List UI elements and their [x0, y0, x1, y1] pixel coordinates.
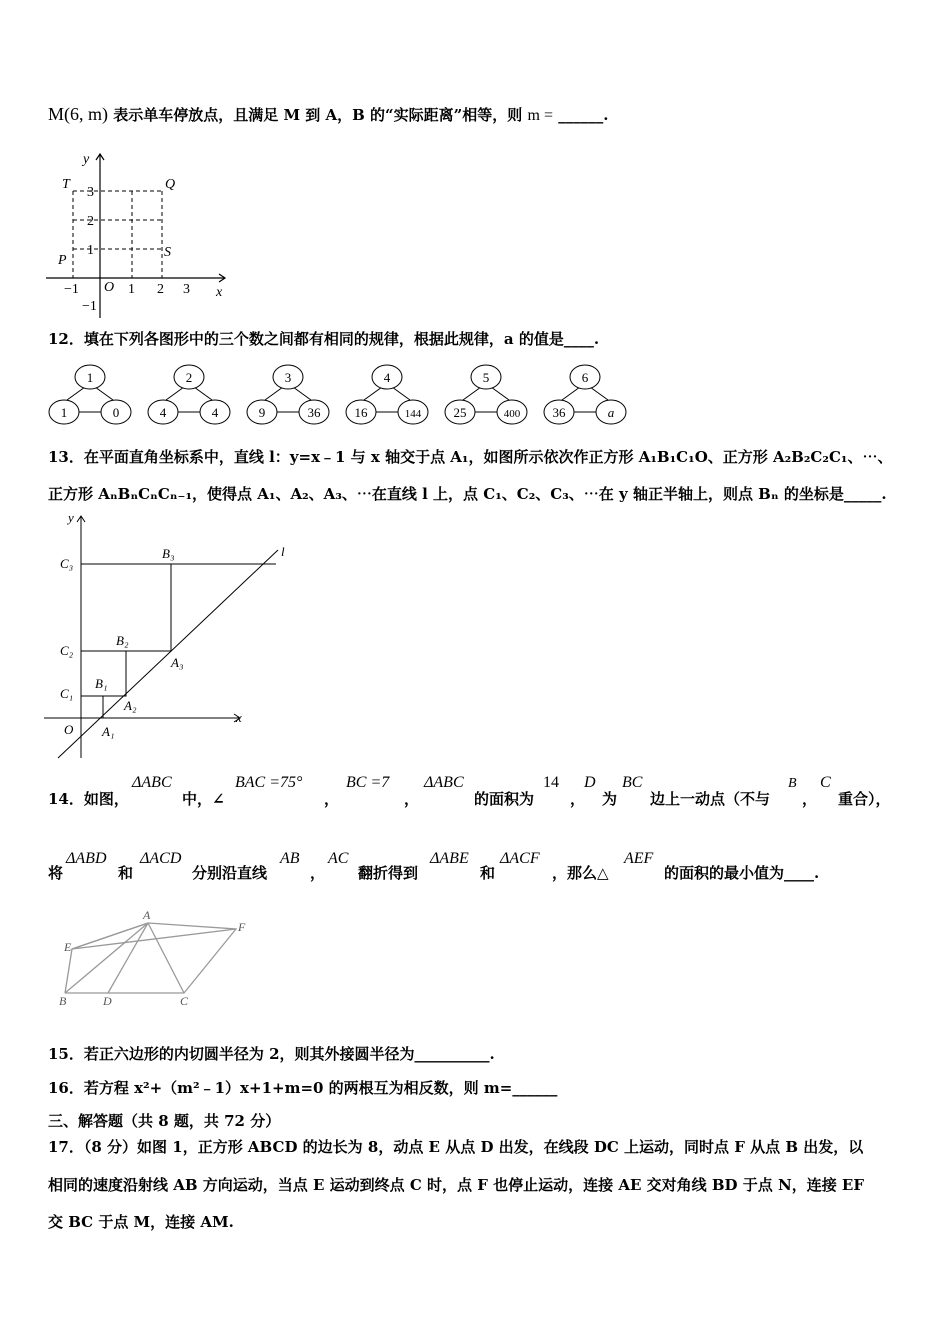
- c3-label: C₃: [60, 556, 74, 571]
- segment-ad: [108, 923, 148, 993]
- outline-polygon: [65, 923, 236, 993]
- y-tick-3: 3: [87, 185, 94, 200]
- q14-prefix: 14．如图，: [48, 790, 129, 808]
- point-m-label: M(6, m): [48, 104, 108, 124]
- label-e: E: [64, 940, 72, 954]
- c2-label: C₂: [60, 643, 74, 658]
- point-d: D: [584, 774, 596, 791]
- value-left: 16: [354, 405, 368, 420]
- q14-l2-comma: ，: [310, 864, 326, 882]
- q11-text: 表示单车停放点，且满足 M 到 A，B 的“实际距离”相等，则: [113, 106, 523, 124]
- q11-line: [48, 104, 608, 125]
- q14-text-a: 中，∠: [182, 790, 225, 808]
- b3-label: B₃: [162, 546, 175, 561]
- segment-ac: [148, 923, 184, 993]
- question-17-line-2: 相同的速度沿射线 AB 方向运动，当点 E 运动到终点 C 时，点 F 也停止运动，连接 AE 交对角线 BD 于点 N，连接 EF: [48, 1176, 865, 1194]
- figure-11-grid: [40, 150, 240, 320]
- value-right: 36: [307, 405, 321, 420]
- comma-4: ，: [802, 790, 818, 808]
- value-right: 144: [404, 408, 422, 420]
- triangle-abc: ΔABC: [132, 774, 172, 791]
- q14-text-b: 的面积为: [474, 790, 535, 808]
- q14-l2-g: 的面积的最小值为____.: [664, 864, 820, 882]
- connector-right: [392, 387, 410, 400]
- x-axis-label: x: [236, 710, 242, 725]
- label-f: F: [238, 920, 246, 934]
- value-right: 4: [211, 405, 219, 420]
- q14-l2-e: 和: [480, 864, 496, 882]
- value-top: 3: [284, 370, 292, 385]
- q14-text-c: 为: [602, 790, 618, 808]
- line-l: [58, 550, 278, 758]
- x-axis-label: x: [216, 285, 223, 300]
- triangle-acd: ΔACD: [140, 850, 182, 867]
- origin-label: O: [104, 280, 115, 295]
- segment-ae: [72, 923, 148, 949]
- q14-l2-f: ，那么△: [552, 864, 609, 882]
- connector-left: [67, 387, 85, 400]
- x-tick-2: 2: [157, 282, 164, 297]
- point-c: C: [820, 774, 831, 791]
- value-top: 2: [185, 370, 193, 385]
- value-left: 25: [453, 405, 467, 420]
- value-right: a: [607, 405, 615, 420]
- triangle-diagram-2: [148, 365, 230, 424]
- label-a: A: [143, 908, 151, 922]
- b2-label: B₂: [116, 633, 129, 648]
- b1-label: B₁: [95, 676, 108, 691]
- point-p-label: P: [58, 253, 67, 268]
- connector-right: [491, 387, 509, 400]
- segment-bc: BC: [622, 774, 643, 791]
- y-tick-m1: −1: [82, 299, 97, 314]
- label-d: D: [103, 994, 112, 1008]
- y-axis-label: y: [83, 152, 90, 167]
- q14-l2-a: 将: [48, 864, 64, 882]
- question-13-line-2: 正方形 AₙBₙCₙCₙ₋₁，使得点 A₁、A₂、A₃、⋯在直线 l 上，点 C₁、C₂、C₃、⋯在 y 轴正半轴上，则点 Bₙ 的坐标是_____.: [48, 485, 887, 503]
- value-top: 1: [86, 370, 94, 385]
- triangle-abe: ΔABE: [430, 850, 469, 867]
- connector-right: [95, 387, 113, 400]
- figure-12-triangles: [45, 362, 630, 428]
- point-b: B: [788, 776, 797, 791]
- c1-label: C₁: [60, 686, 74, 701]
- triangle-diagram-5: [445, 365, 527, 424]
- triangle-aef: AEF: [624, 850, 654, 867]
- triangle-acf: ΔACF: [500, 850, 540, 867]
- value-left: 9: [258, 405, 266, 420]
- connector-left: [166, 387, 184, 400]
- connector-right: [590, 387, 608, 400]
- a2-label: A₂: [124, 698, 137, 713]
- label-b: B: [59, 994, 67, 1008]
- square-1: [81, 696, 103, 718]
- triangle-diagram-1: [49, 365, 131, 424]
- origin-label: O: [64, 722, 74, 737]
- figure-13-squares: [40, 508, 295, 763]
- q14-l2-c: 分别沿直线: [192, 864, 268, 882]
- triangle-abc-2: ΔABC: [424, 774, 464, 791]
- figure-14-fold: [50, 905, 250, 1010]
- question-17-line-1: 17．（8 分）如图 1，正方形 ABCD 的边长为 8，动点 E 从点 D 出发，在线段 DC 上运动，同时点 F 从点 B 出发，以: [48, 1138, 864, 1156]
- section-3-heading: 三、解答题（共 8 题，共 72 分）: [48, 1112, 281, 1130]
- line-ab: AB: [280, 850, 300, 867]
- angle-bac: BAC =75°: [235, 774, 303, 791]
- connector-right: [194, 387, 212, 400]
- point-q-label: Q: [165, 177, 176, 192]
- triangle-abd: ΔABD: [66, 850, 107, 867]
- value-right: 0: [112, 405, 120, 420]
- question-13-line-1: 13．在平面直角坐标系中，直线 l：y=x﹣1 与 x 轴交于点 A₁，如图所示依次作正方形 A₁B₁C₁O、正方形 A₂B₂C₂C₁、⋯、: [48, 448, 893, 466]
- value-left: 36: [552, 405, 566, 420]
- y-axis-label: y: [68, 510, 74, 525]
- point-t-label: T: [62, 177, 70, 192]
- comma-3: ，: [570, 790, 586, 808]
- q14-text-d: 边上一动点（不与: [650, 790, 771, 808]
- value-top: 5: [482, 370, 490, 385]
- triangle-diagram-4: [346, 365, 428, 424]
- question-17-line-3: 交 BC 于点 M，连接 AM.: [48, 1213, 234, 1231]
- connector-left: [265, 387, 283, 400]
- x-tick-1: 1: [128, 282, 135, 297]
- line-ac: AC: [328, 850, 349, 867]
- triangle-diagram-3: [247, 365, 329, 424]
- q14-l2-d: 翻折得到: [358, 864, 419, 882]
- y-tick-1: 1: [87, 243, 94, 258]
- connector-right: [293, 387, 311, 400]
- question-12: 12．填在下列各图形中的三个数之间都有相同的规律，根据此规律，a 的值是____.: [48, 330, 600, 348]
- x-tick-3: 3: [183, 282, 190, 297]
- comma-2: ，: [404, 790, 420, 808]
- q14-l2-b: 和: [118, 864, 134, 882]
- question-15: 15．若正六边形的内切圆半径为 2，则其外接圆半径为__________.: [48, 1045, 495, 1063]
- value-right: 400: [503, 408, 521, 420]
- area-value: 14: [543, 774, 559, 791]
- a3-label: A₃: [171, 655, 184, 670]
- segment-ef: [72, 929, 236, 949]
- q11-answer-var: m =: [527, 107, 554, 124]
- value-top: 4: [383, 370, 391, 385]
- line-l-label: l: [281, 544, 285, 559]
- point-s-label: S: [164, 245, 171, 260]
- value-left: 1: [60, 405, 68, 420]
- q14-text-e: 重合），: [838, 790, 891, 808]
- bc-equals: BC =7: [346, 774, 390, 791]
- comma-1: ，: [324, 790, 340, 808]
- q11-blank: ______.: [558, 106, 609, 124]
- a1-label: A₁: [102, 724, 115, 739]
- question-16: 16．若方程 x²+（m²﹣1）x+1+m=0 的两根互为相反数，则 m=______: [48, 1079, 558, 1097]
- connector-left: [364, 387, 382, 400]
- value-top: 6: [581, 370, 589, 385]
- value-left: 4: [159, 405, 167, 420]
- connector-left: [463, 387, 481, 400]
- label-c: C: [180, 994, 189, 1008]
- triangle-diagram-6: [544, 365, 626, 424]
- connector-left: [562, 387, 580, 400]
- x-tick-m1: −1: [64, 282, 79, 297]
- segment-ab: [65, 923, 148, 993]
- y-tick-2: 2: [87, 214, 94, 229]
